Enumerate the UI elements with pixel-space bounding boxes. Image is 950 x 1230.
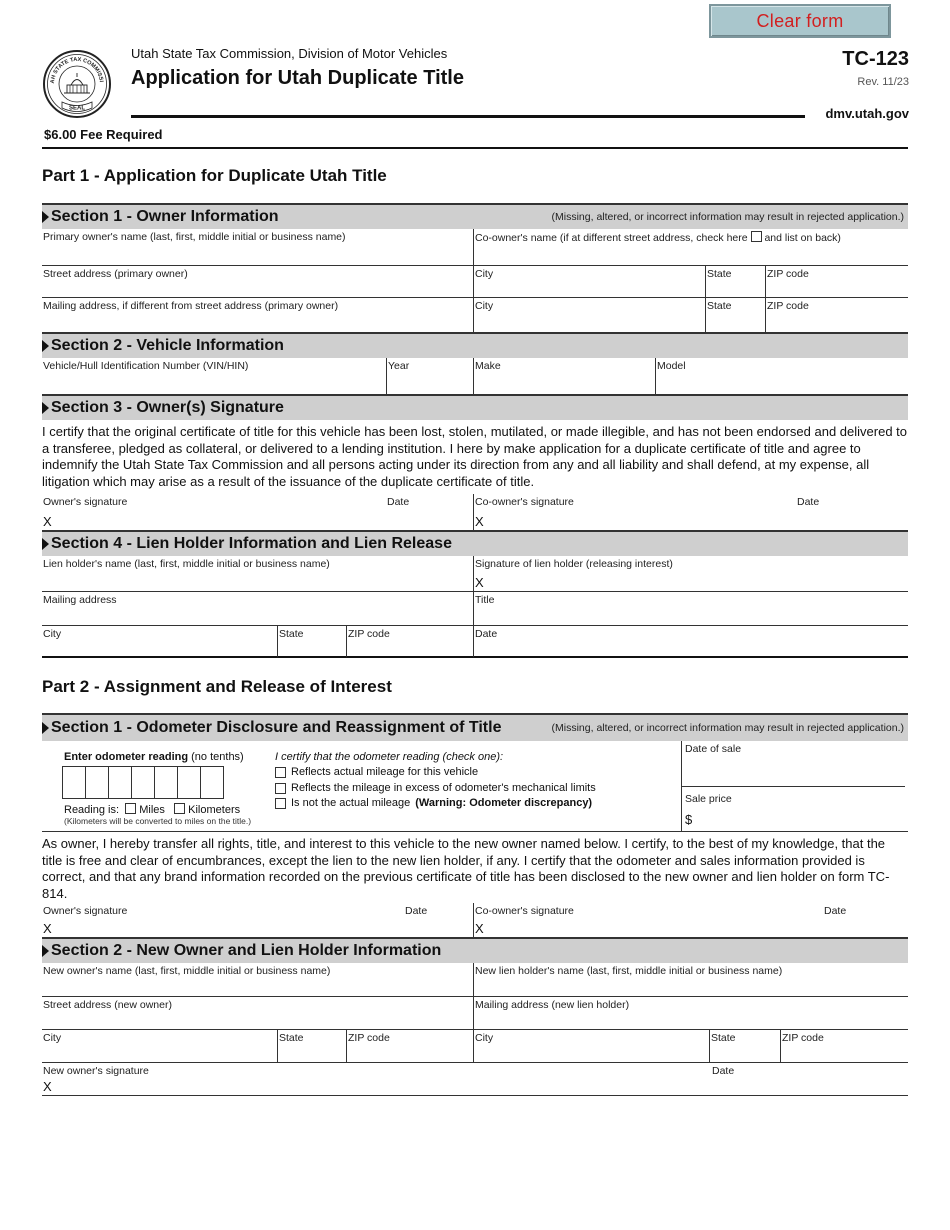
mailing-address-field[interactable]: Mailing address, if different from street address (primary owner) <box>43 300 339 312</box>
co-owner-different-address-checkbox[interactable] <box>751 231 762 242</box>
make-field[interactable]: Make <box>473 358 655 394</box>
new-owner-signature-field[interactable]: New owner's signature Date X <box>42 1063 908 1096</box>
mailing-zip-field[interactable]: ZIP code <box>765 298 908 332</box>
part1-title: Part 1 - Application for Duplicate Utah Title <box>42 166 387 185</box>
page-title: Application for Utah Duplicate Title <box>131 67 464 89</box>
odometer-digit-box[interactable] <box>177 766 201 799</box>
not-actual-mileage-checkbox[interactable] <box>275 798 286 809</box>
lien-city-field[interactable]: City <box>42 626 277 658</box>
lien-zip-field[interactable]: ZIP code <box>346 626 473 658</box>
p1-section1-header: Section 1 - Owner Information (Missing, altered, or incorrect information may result in rejected application.) <box>42 203 908 229</box>
lien-mailing-address-field[interactable]: Mailing address <box>42 592 473 626</box>
odometer-digit-box[interactable] <box>108 766 132 799</box>
odometer-certify-label: I certify that the odometer reading (check one): <box>275 751 504 763</box>
new-owner-city-field[interactable]: City <box>42 1030 277 1063</box>
lien-state-field[interactable]: State <box>277 626 346 658</box>
odometer-digit-box[interactable] <box>154 766 178 799</box>
odometer-digit-box[interactable] <box>131 766 155 799</box>
lien-release-date-field[interactable]: Date <box>473 626 908 658</box>
odometer-reading-input[interactable] <box>63 766 224 799</box>
date-of-sale-field[interactable]: Date of sale <box>681 741 905 787</box>
seal-text: AH STATE TAX COMMISSI <box>49 56 104 84</box>
actual-mileage-checkbox[interactable] <box>275 767 286 778</box>
transfer-co-owner-signature-field[interactable]: Co-owner's signature Date X <box>473 903 908 937</box>
year-field[interactable]: Year <box>386 358 473 394</box>
triangle-icon <box>42 945 49 957</box>
header-divider <box>131 115 805 118</box>
mailing-state-field[interactable]: State <box>705 298 765 332</box>
triangle-icon <box>42 340 49 352</box>
new-owner-name-field[interactable]: New owner's name (last, first, middle initial or business name) <box>42 963 473 997</box>
p1-section3-header: Section 3 - Owner(s) Signature <box>42 394 908 420</box>
new-lien-holder-name-field[interactable]: New lien holder's name (last, first, middle initial or business name) <box>473 963 908 997</box>
triangle-icon <box>42 538 49 550</box>
fee-divider <box>42 147 908 149</box>
website-link[interactable]: dmv.utah.gov <box>825 106 909 121</box>
co-owner-name-field[interactable]: Co-owner's name (if at different street address, check here and list on back) <box>473 229 908 266</box>
excess-mileage-checkbox[interactable] <box>275 783 286 794</box>
state-seal-logo <box>42 49 112 119</box>
state-field[interactable]: State <box>705 266 765 298</box>
p2-section2-header: Section 2 - New Owner and Lien Holder Information <box>42 937 908 963</box>
lien-title-field[interactable]: Title <box>473 592 908 626</box>
street-address-field[interactable]: Street address (primary owner) <box>42 266 473 298</box>
mailing-city-field[interactable]: City <box>473 298 705 332</box>
revision-date: Rev. 11/23 <box>857 76 909 88</box>
vin-field[interactable]: Vehicle/Hull Identification Number (VIN/HIN) <box>43 360 249 372</box>
miles-checkbox[interactable] <box>125 803 136 814</box>
form-number: TC-123 <box>842 48 909 70</box>
lien-holder-name-field[interactable]: Lien holder's name (last, first, middle initial or business name) <box>42 556 473 592</box>
kilometers-note: (Kilometers will be converted to miles on the title.) <box>64 816 252 826</box>
model-field[interactable]: Model <box>655 358 908 394</box>
option-actual-mileage[interactable]: Reflects actual mileage for this vehicle <box>275 766 478 778</box>
primary-owner-name-field[interactable]: Primary owner's name (last, first, middle initial or business name) <box>42 229 473 266</box>
odometer-digit-box[interactable] <box>62 766 86 799</box>
part2-title: Part 2 - Assignment and Release of Interest <box>42 677 392 696</box>
clear-form-button[interactable]: Clear form <box>709 4 891 38</box>
p1-section2-header: Section 2 - Vehicle Information <box>42 332 908 358</box>
new-owner-street-field[interactable]: Street address (new owner) <box>42 997 473 1030</box>
sale-price-field[interactable]: Sale price $ <box>681 787 908 831</box>
triangle-icon <box>42 211 49 223</box>
certification-statement: I certify that the original certificate of title for this vehicle has been lost, stolen, mutilated, or made illegible, and has not been endorsed and delivered to a transferee, pledged as collateral, or delivered to a lending institution. I here by make application for a duplicate certificate of title and agree to indemnify the Utah State Tax Commission and all persons acting under its direction from any and all liability and shall defend, at my expense, all litigation which may arise as a result of the issuance of the duplicate certificate of title. <box>42 424 908 489</box>
kilometers-checkbox[interactable] <box>174 803 185 814</box>
odometer-digit-box[interactable] <box>85 766 109 799</box>
odometer-label: Enter odometer reading (no tenths) <box>64 751 244 763</box>
owner-signature-field[interactable]: Owner's signature Date X <box>43 496 410 529</box>
new-lien-state-field[interactable]: State <box>709 1030 780 1063</box>
p1-section4-header: Section 4 - Lien Holder Information and Lien Release <box>42 530 908 556</box>
triangle-icon <box>42 722 49 734</box>
agency-name: Utah State Tax Commission, Division of Motor Vehicles <box>131 46 448 61</box>
new-owner-zip-field[interactable]: ZIP code <box>346 1030 473 1063</box>
reading-unit-choice: Reading is: Miles Kilometers <box>64 804 241 816</box>
transfer-owner-signature-field[interactable]: Owner's signature Date X <box>43 905 428 936</box>
p2-section1-header: Section 1 - Odometer Disclosure and Reassignment of Title (Missing, altered, or incorrect information may result in rejected application.) <box>42 713 908 741</box>
new-lien-zip-field[interactable]: ZIP code <box>780 1030 908 1063</box>
option-not-actual-mileage[interactable]: Is not the actual mileage (Warning: Odometer discrepancy) <box>275 797 592 809</box>
seal-banner-text: SEAL <box>68 105 86 112</box>
city-field[interactable]: City <box>473 266 705 298</box>
new-owner-state-field[interactable]: State <box>277 1030 346 1063</box>
lien-holder-signature-field[interactable]: Signature of lien holder (releasing interest) X <box>473 556 908 592</box>
triangle-icon <box>42 402 49 414</box>
odometer-divider <box>42 831 908 832</box>
option-excess-mileage[interactable]: Reflects the mileage in excess of odometer's mechanical limits <box>275 782 596 794</box>
co-owner-signature-field[interactable]: Co-owner's signature Date X <box>473 494 908 530</box>
zip-field[interactable]: ZIP code <box>765 266 908 298</box>
fee-notice: $6.00 Fee Required <box>44 127 163 142</box>
new-lien-city-field[interactable]: City <box>473 1030 709 1063</box>
odometer-digit-box[interactable] <box>200 766 224 799</box>
transfer-statement: As owner, I hereby transfer all rights, title, and interest to this vehicle to the new owner named below. I certify, to the best of my knowledge, that the title is free and clear of encumbrances, except the lien to the new lien holder, if any. I certify that the odometer and sales information provided is correct, and that any brand information recorded on the previous certificate of title has been disclosed to the new owner and lien holder on form TC-814. <box>42 836 890 901</box>
new-lien-mailing-field[interactable]: Mailing address (new lien holder) <box>473 997 908 1030</box>
